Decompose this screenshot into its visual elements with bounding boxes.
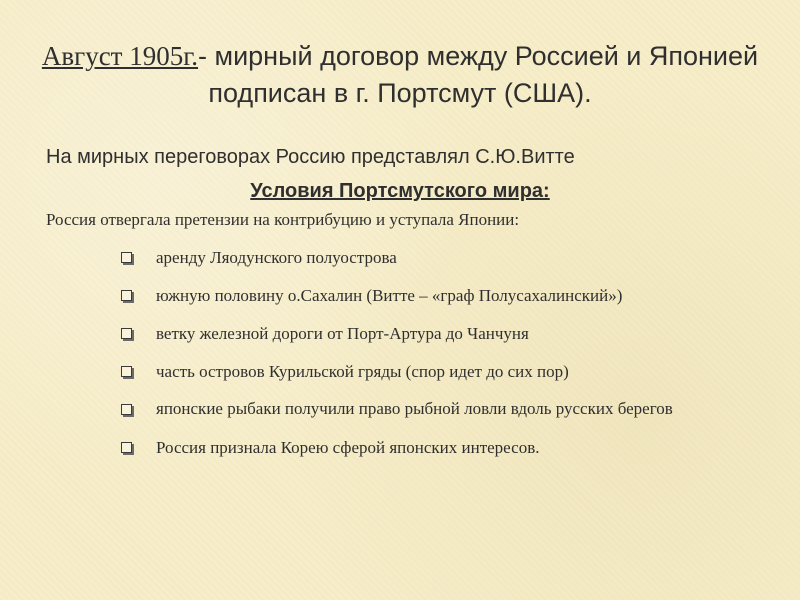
list-item-text: аренду Ляодунского полуострова	[156, 248, 397, 267]
list-item-text: часть островов Курильской гряды (спор идет до сих пор)	[156, 362, 569, 381]
title-date: Август 1905г.	[41, 41, 199, 71]
list-item-text: японские рыбаки получили право рыбной ловли вдоль русских берегов	[156, 399, 673, 418]
conditions-heading: Условия Портсмутского мира:	[250, 180, 550, 202]
checkbox-square-icon	[121, 252, 132, 263]
list-item	[118, 316, 758, 352]
list-item	[118, 392, 758, 426]
list-item	[118, 354, 758, 390]
checkbox-square-icon	[121, 366, 132, 377]
checkbox-square-icon	[121, 442, 132, 453]
checkbox-square-icon	[121, 328, 132, 339]
checkbox-square-icon	[121, 404, 132, 415]
title-text: - мирный договор между Россией и Японией подписан в г. Портсмут (США).	[198, 41, 759, 108]
slide-title	[40, 38, 760, 112]
list-item	[118, 430, 758, 466]
list-item-text: ветку железной дороги от Порт-Артура до Чанчуня	[156, 324, 529, 343]
list-item	[118, 240, 758, 276]
delegate-line: На мирных переговорах Россию представлял С.Ю.Витте	[46, 146, 575, 168]
concessions-list	[118, 240, 758, 468]
intro-line: Россия отвергала претензии на контрибуцию и уступала Японии:	[46, 210, 520, 229]
checkbox-square-icon	[121, 290, 132, 301]
list-item	[118, 278, 758, 314]
list-item-text: Россия признала Корею сферой японских интересов.	[156, 438, 540, 457]
list-item-text: южную половину о.Сахалин (Витте – «граф Полусахалинский»)	[156, 286, 623, 305]
